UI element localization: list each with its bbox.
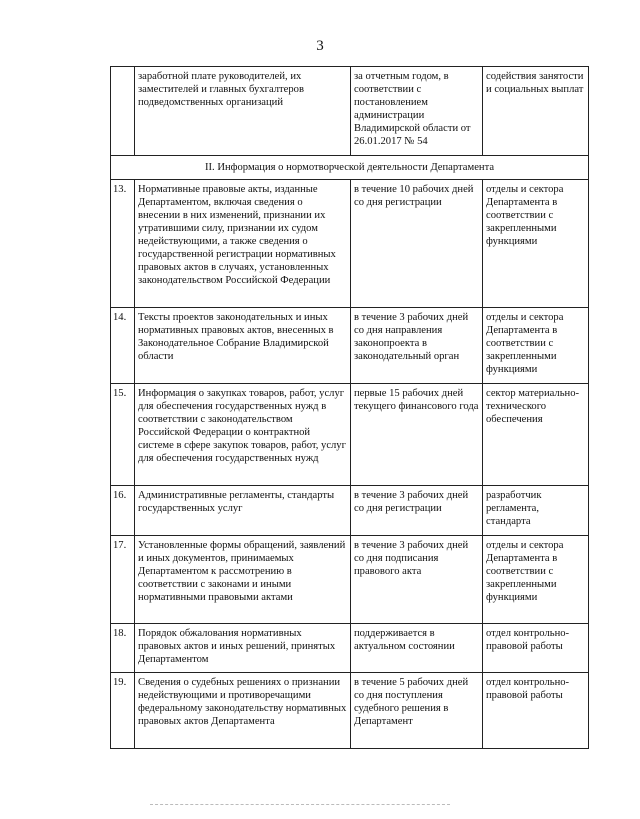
section-header-row [111, 156, 589, 180]
table-row [111, 180, 589, 308]
period-cell: за отчетным годом, в соответствии с постановлением администрации Владимирской области от 26.01.2017 № 54 [351, 67, 483, 156]
row-number: 16. [111, 486, 135, 536]
period-cell: в течение 5 рабочих дней со дня поступления судебного решения в Департамент [351, 673, 483, 749]
page-number: 3 [316, 38, 324, 54]
section-title: II. Информация о нормотворческой деятельности Департамента [111, 156, 589, 180]
row-number-cell [111, 67, 135, 156]
item-cell: Нормативные правовые акты, изданные Департаментом, включая сведения о внесении в них изменений, признании их утратившими силу, признании их судом недействующими, а также сведения о государственной регистрации нормативных правовых актов в случаях, установленных законодательством Российской Федерации [135, 180, 351, 308]
table-row [111, 384, 589, 486]
period-cell: в течение 3 рабочих дней со дня подписания правового акта [351, 536, 483, 624]
item-cell: заработной плате руководителей, их заместителей и главных бухгалтеров подведомственных организаций [135, 67, 351, 156]
row-number: 14. [111, 308, 135, 384]
period-cell: в течение 3 рабочих дней со дня регистрации [351, 486, 483, 536]
table-row [111, 673, 589, 749]
responsible-cell: отделы и сектора Департамента в соответствии с закрепленными функциями [483, 536, 589, 624]
responsible-cell: отделы и сектора Департамента в соответствии с закрепленными функциями [483, 308, 589, 384]
item-cell: Тексты проектов законодательных и иных нормативных правовых актов, внесенных в Законодательное Собрание Владимирской области [135, 308, 351, 384]
item-cell: Порядок обжалования нормативных правовых актов и иных решений, принятых Департаментом [135, 624, 351, 673]
information-table [110, 66, 589, 749]
item-cell: Административные регламенты, стандарты государственных услуг [135, 486, 351, 536]
period-cell: в течение 10 рабочих дней со дня регистрации [351, 180, 483, 308]
row-number: 19. [111, 673, 135, 749]
table-row [111, 308, 589, 384]
table-row [111, 486, 589, 536]
table-row [111, 624, 589, 673]
item-cell: Сведения о судебных решениях о признании недействующими и противоречащими федеральному законодательству нормативных правовых актов Департамента [135, 673, 351, 749]
item-cell: Информация о закупках товаров, работ, услуг для обеспечения государственных нужд в соответствии с законодательством Российской Федерации о контрактной системе в сфере закупок товаров, работ, услуг для обеспечения государственных нужд [135, 384, 351, 486]
row-number: 18. [111, 624, 135, 673]
responsible-cell: отделы и сектора Департамента в соответствии с закрепленными функциями [483, 180, 589, 308]
table-row [111, 536, 589, 624]
row-number: 15. [111, 384, 135, 486]
table-row [111, 67, 589, 156]
period-cell: первые 15 рабочих дней текущего финансового года [351, 384, 483, 486]
period-cell: в течение 3 рабочих дней со дня направления законопроекта в законодательный орган [351, 308, 483, 384]
responsible-cell: сектор материально-технического обеспечения [483, 384, 589, 486]
responsible-cell: разработчик регламента, стандарта [483, 486, 589, 536]
item-cell: Установленные формы обращений, заявлений и иных документов, принимаемых Департаментом к рассмотрению в соответствии с законами и иными нормативными правовыми актами [135, 536, 351, 624]
bottom-divider [150, 804, 450, 805]
responsible-cell: содействия занятости и социальных выплат [483, 67, 589, 156]
responsible-cell: отдел контрольно-правовой работы [483, 673, 589, 749]
period-cell: поддерживается в актуальном состоянии [351, 624, 483, 673]
row-number: 13. [111, 180, 135, 308]
row-number: 17. [111, 536, 135, 624]
responsible-cell: отдел контрольно-правовой работы [483, 624, 589, 673]
